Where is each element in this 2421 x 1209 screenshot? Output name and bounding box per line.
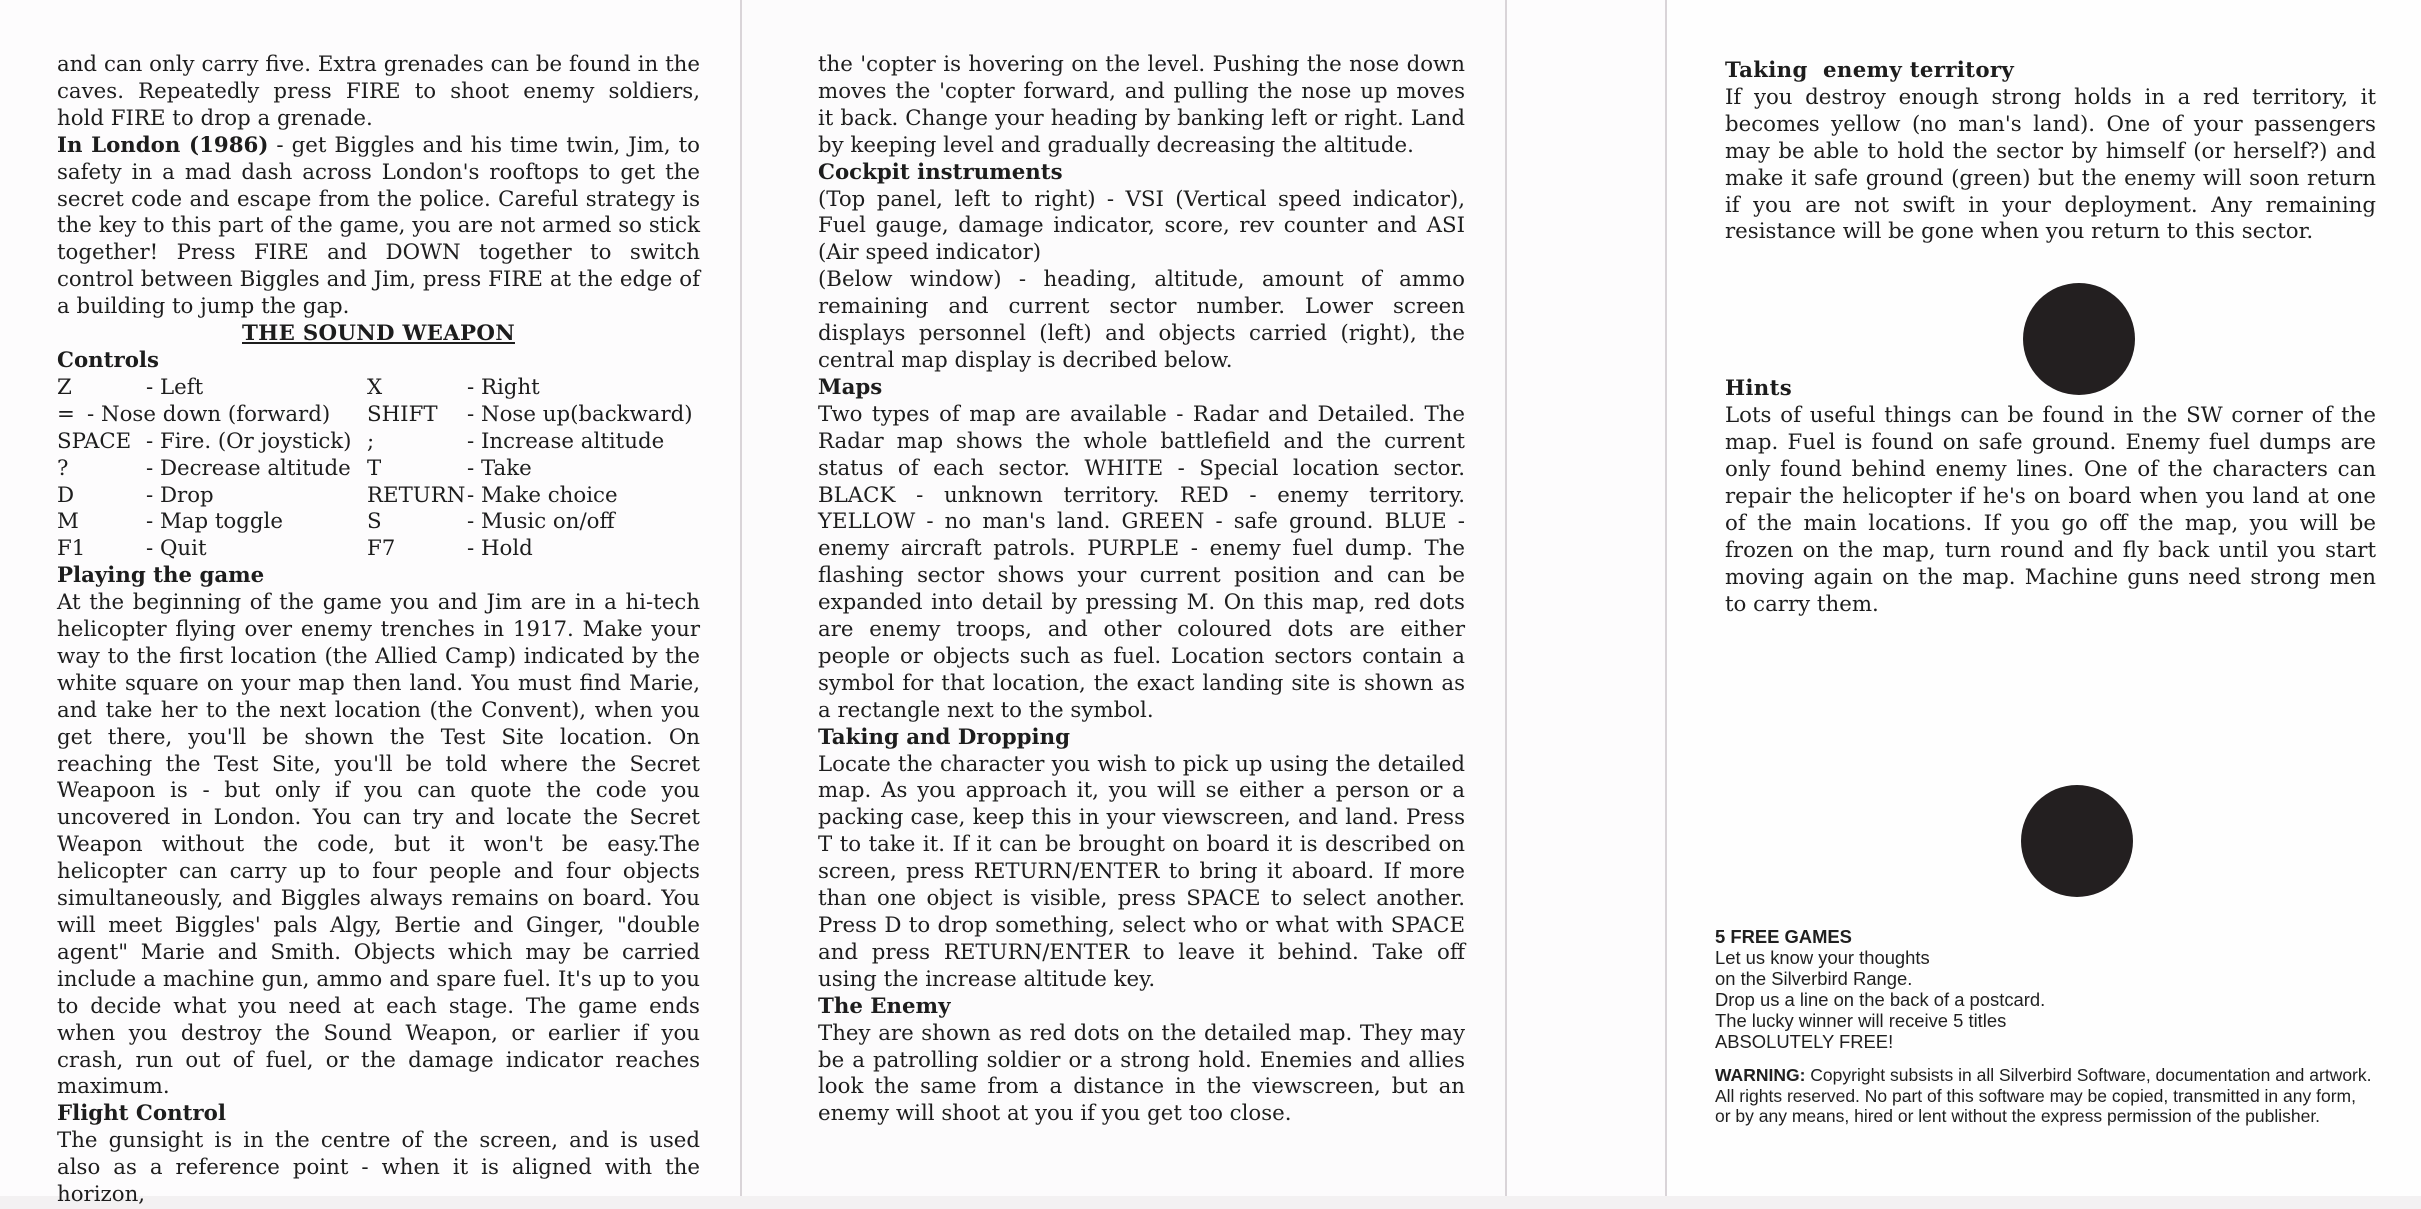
control-key: M — [57, 509, 79, 535]
control-key: X — [367, 374, 383, 400]
fold-line — [740, 0, 742, 1196]
panel-spine — [1505, 0, 1665, 1196]
control-row-left — [57, 429, 367, 456]
punched-hole — [2023, 283, 2135, 395]
cockpit-below-window-text: (Below window) - heading, altitude, amount of ammo remaining and current sector number. Lower screen displays personnel (left) and objects carried (right), the central map display is decribed below. — [818, 267, 1465, 373]
control-action: - Decrease altitude — [146, 455, 351, 481]
control-action: - Drop — [146, 482, 214, 508]
control-action: - Left — [146, 374, 204, 400]
london-paragraph — [57, 133, 700, 321]
control-key: S — [367, 509, 382, 535]
control-row-right — [367, 536, 700, 563]
sound-weapon-title: THE SOUND WEAPON — [242, 321, 515, 347]
flight-control-text: The gunsight is in the centre of the screen, and is used also as a reference point - when it is aligned with the horizon, — [57, 1128, 700, 1208]
control-row-left — [57, 483, 367, 510]
control-action: - Right — [467, 374, 540, 400]
text-column-1 — [57, 52, 700, 321]
hints-heading: Hints — [1725, 376, 1793, 402]
grenades-paragraph: and can only carry five. Extra grenades can be found in the caves. Repeatedly press FIRE to shoot enemy soldiers, hold FIRE to drop a grenade. — [57, 52, 700, 131]
controls-heading: Controls — [57, 347, 159, 373]
taking-dropping-text: Locate the character you wish to pick up using the detailed map. As you approach it, you will se either a person or a packing case, keep this in your viewscreen, and land. Press T to take it. If it can be brought on board it is described on screen, press RETURN/ENTER to bring it aboard. If more than one object is visible, press SPACE to select another. Press D to drop something, select who or what with SPACE and press RETURN/ENTER to leave it behind. Take off using the increase altitude key. — [818, 751, 1465, 992]
control-action: - Increase altitude — [467, 428, 665, 454]
control-action: - Make choice — [467, 482, 618, 508]
playing-heading: Playing the game — [57, 563, 265, 589]
warning-label: WARNING: — [1715, 1065, 1806, 1085]
taking-dropping-heading: Taking and Dropping — [818, 724, 1070, 750]
control-row-right — [367, 456, 700, 483]
control-row-left — [57, 536, 367, 563]
control-row-left — [57, 402, 367, 429]
enemy-text: They are shown as red dots on the detailed map. They may be a patrolling soldier or a strong hold. Enemies and allies look the same from a distance in the viewscreen, but an enemy will shoot at you if you get too close. — [818, 1020, 1465, 1127]
control-row-right — [367, 429, 700, 456]
control-key: SPACE — [57, 428, 132, 454]
promo-line: The lucky winner will receive 5 titles — [1715, 1010, 2007, 1031]
control-action: - Fire. (Or joystick) — [146, 428, 352, 454]
cockpit-heading: Cockpit instruments — [818, 159, 1063, 185]
control-key: = — [57, 401, 75, 427]
control-row-right — [367, 509, 700, 536]
enemy-heading: The Enemy — [818, 993, 951, 1019]
flight-continued-text: the 'copter is hovering on the level. Pushing the nose down moves the 'copter forward, and pulling the nose up moves it back. Change your heading by banking left or right. Land by keeping level and gradually decreasing the altitude. — [818, 52, 1465, 158]
control-action: - Music on/off — [467, 509, 615, 535]
panel-left-column — [0, 0, 740, 1208]
control-row-left — [57, 509, 367, 536]
cockpit-top-panel-text: (Top panel, left to right) - VSI (Vertical speed indicator), Fuel gauge, damage indicator, score, rev counter and ASI (Air speed indicator) — [818, 186, 1465, 266]
london-heading: In London (1986) — [57, 132, 269, 158]
control-action: - Nose down (forward) — [87, 401, 331, 427]
control-action: - Quit — [146, 536, 207, 562]
control-key: T — [367, 455, 382, 481]
control-action: - Map toggle — [146, 509, 283, 535]
control-action: - Hold — [467, 536, 533, 562]
promo-block — [1715, 926, 2375, 1127]
promo-line: Let us know your thoughts — [1715, 947, 1930, 968]
punched-hole — [2021, 785, 2133, 897]
control-key: Z — [57, 374, 72, 400]
promo-line: on the Silverbird Range. — [1715, 968, 1913, 989]
copyright-warning — [1715, 1065, 2375, 1127]
control-action: - Take — [467, 455, 532, 481]
control-row-left — [57, 456, 367, 483]
control-key: ? — [57, 455, 69, 481]
control-key: D — [57, 482, 75, 508]
control-row-right — [367, 375, 700, 402]
control-row-right — [367, 483, 700, 510]
enemy-territory-text: If you destroy enough strong holds in a red territory, it becomes yellow (no man's land). One of your passengers may be able to hold the sector by himself (or herself?) and make it safe ground (green) but the enemy will soon return if you are not swift in your deployment. Any remaining resistance will be gone when you return to this sector. — [1725, 84, 2376, 245]
control-row-right — [367, 402, 700, 429]
warning-text: Copyright subsists in all Silverbird Software, documentation and artwork. All rights reserved. No part of this software may be copied, transmitted in any form, or by any means, hired or lent without the express permission of the publisher. — [1715, 1065, 2372, 1126]
panel-middle-column — [740, 0, 1505, 1196]
playing-text: At the beginning of the game you and Jim are in a hi-tech helicopter flying over enemy trenches in 1917. Make your way to the first location (the Allied Camp) indicated by the white square on your map then land. You must find Marie, and take her to the next location (the Convent), when you get there, you'll be shown the Test Site location. On reaching the Test Site, you'll be told where the Secret Weapoon is - but only if you can quote the code you uncovered in London. You can try and locate the Secret Weapon without the code, but it won't be easy.The helicopter can carry up to four people and four objects simultaneously, and Biggles always remains on board. You will meet Biggles' pals Algy, Bertie and Ginger, "double agent" Marie and Smith. Objects which may be carried include a machine gun, ammo and spare fuel. It's up to you to decide what you need at each stage. The game ends when you destroy the Sound Weapon, or earlier if you crash, run out of fuel, or the damage indicator reaches maximum. — [57, 590, 700, 1100]
control-key: F1 — [57, 536, 86, 562]
control-key: SHIFT — [367, 401, 438, 427]
hints-text: Lots of useful things can be found in the SW corner of the map. Fuel is found on safe ground. Enemy fuel dumps are only found behind enemy lines. One of the characters can repair the helicopter if he's on board when you land at one of the main locations. If you go off the map, you will be frozen on the map, turn round and fly back until you start moving again on the map. Machine guns need strong men to carry them. — [1725, 403, 2376, 617]
control-row-left — [57, 375, 367, 402]
controls-table — [57, 375, 700, 563]
control-action: - Nose up(backward) — [467, 401, 693, 427]
london-text: - get Biggles and his time twin, Jim, to safety in a mad dash across London's rooftops to get the secret code and escape from the police. Careful strategy is the key to this part of the game, you are not armed so stick together! Press FIRE and DOWN together to switch control between Biggles and Jim, press FIRE at the edge of a building to jump the gap. — [57, 132, 700, 320]
free-games-title: 5 FREE GAMES — [1715, 926, 1852, 947]
promo-line: Drop us a line on the back of a postcard. — [1715, 989, 2046, 1010]
maps-text: Two types of map are available - Radar and Detailed. The Radar map shows the whole battlefield and the current status of each sector. WHITE - Special location sector. BLACK - unknown territory. RED - enemy territory. YELLOW - no man's land. GREEN - safe ground. BLUE - enemy aircraft patrols. PURPLE - enemy fuel dump. The flashing sector shows your current position and can be expanded into detail by pressing M. On this map, red dots are enemy troops, and other coloured dots are either people or objects such as fuel. Location sectors contain a symbol for that location, the exact landing site is shown as a rectangle next to the symbol. — [818, 401, 1465, 723]
fold-line — [1505, 0, 1507, 1196]
fold-line — [1665, 0, 1667, 1196]
maps-heading: Maps — [818, 374, 883, 400]
control-key: RETURN — [367, 482, 466, 508]
enemy-territory-heading: Taking enemy territory — [1725, 58, 2015, 83]
flight-control-heading: Flight Control — [57, 1101, 226, 1127]
promo-line: ABSOLUTELY FREE! — [1715, 1031, 1894, 1052]
control-key: ; — [367, 428, 375, 454]
control-key: F7 — [367, 536, 396, 562]
